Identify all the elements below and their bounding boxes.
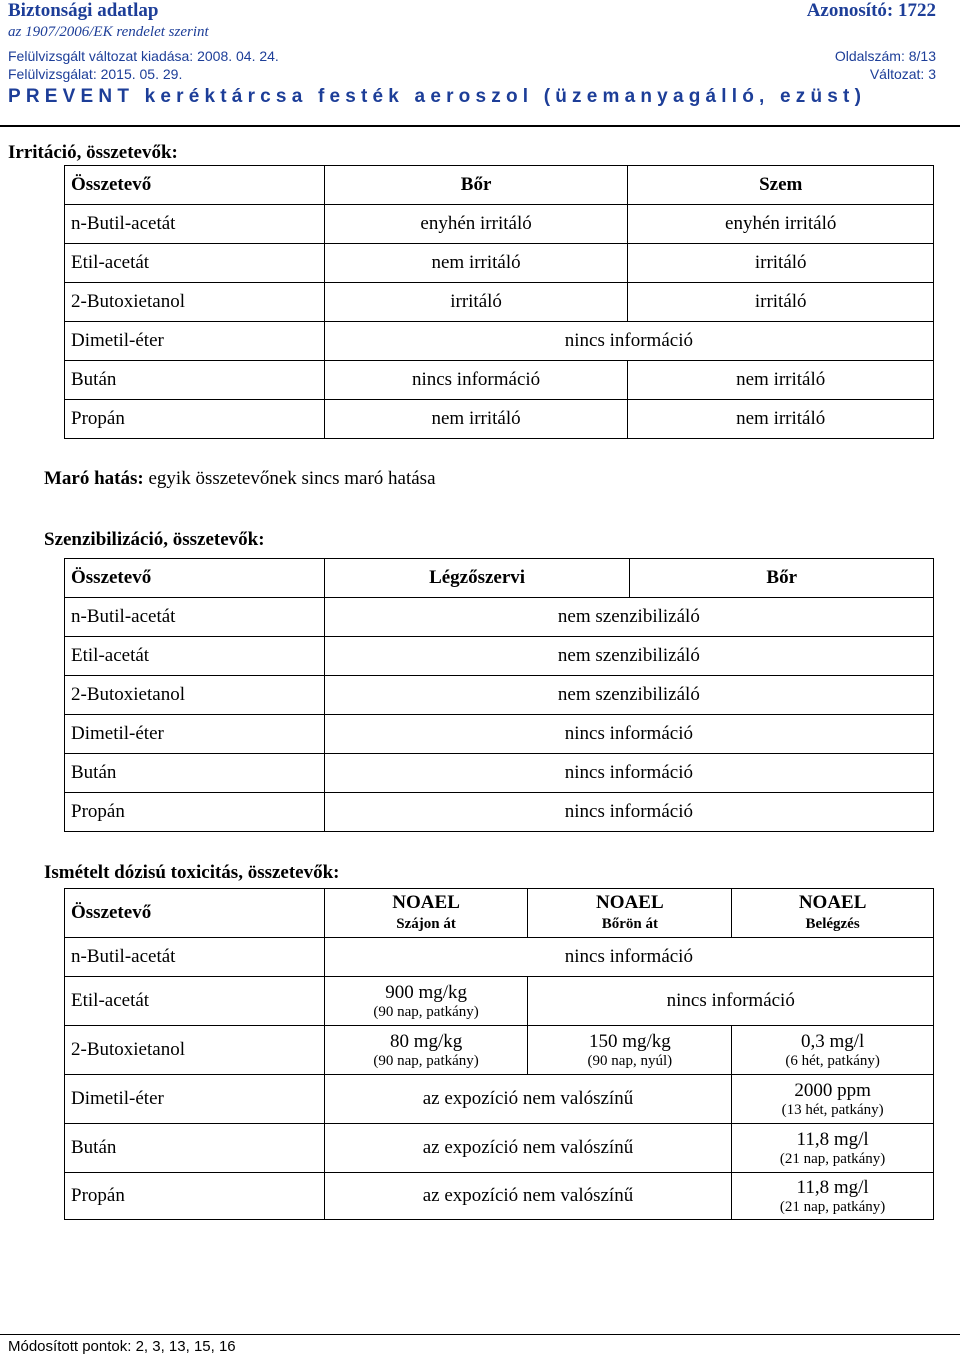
table-row [65, 244, 934, 283]
eye-value: nem irritáló [628, 400, 934, 439]
component-name: n-Butil-acetát [65, 938, 325, 977]
inhalation-value: 2000 ppm (13 hét, patkány) [732, 1075, 934, 1124]
inhalation-value: 0,3 mg/l (6 hét, patkány) [732, 1026, 934, 1075]
document-identifier: Azonosító: 1722 [806, 0, 936, 21]
component-name: 2-Butoxietanol [65, 283, 325, 322]
table-header-row [65, 559, 934, 598]
table-row [65, 1026, 934, 1075]
corrosion-label: Maró hatás: [44, 468, 144, 489]
skin-value: nincs információ [324, 361, 628, 400]
column-header: Összetevő [65, 889, 325, 938]
table-row [65, 205, 934, 244]
version-number: Változat: 3 [869, 66, 936, 82]
repeated-dose-table [64, 888, 934, 1220]
table-row [65, 400, 934, 439]
component-name: Bután [65, 361, 325, 400]
merged-value: az expozíció nem valószínű [324, 1173, 732, 1220]
header-divider [0, 125, 960, 127]
component-name: Propán [65, 793, 325, 832]
sensitization-value: nem szenzibilizáló [324, 598, 933, 637]
component-name: 2-Butoxietanol [65, 1026, 325, 1075]
component-name: Propán [65, 1173, 325, 1220]
sensitization-value: nincs információ [324, 754, 933, 793]
merged-value: nincs információ [324, 322, 933, 361]
eye-value: irritáló [628, 283, 934, 322]
column-header-oral: NOAEL Szájon át [324, 889, 528, 938]
merged-value: az expozíció nem valószínű [324, 1124, 732, 1173]
oral-value: 80 mg/kg (90 nap, patkány) [324, 1026, 528, 1075]
component-name: n-Butil-acetát [65, 205, 325, 244]
table-row [65, 793, 934, 832]
component-name: Etil-acetát [65, 637, 325, 676]
skin-value: nem irritáló [324, 244, 628, 283]
corrosion-text: egyik összetevőnek sincs maró hatása [148, 468, 436, 489]
merged-value: nincs információ [324, 938, 933, 977]
table-row [65, 361, 934, 400]
component-name: Dimetil-éter [65, 1075, 325, 1124]
sensitization-value: nem szenzibilizáló [324, 637, 933, 676]
component-name: 2-Butoxietanol [65, 676, 325, 715]
table-row [65, 977, 934, 1026]
table-row [65, 715, 934, 754]
eye-value: irritáló [628, 244, 934, 283]
column-header: Összetevő [65, 166, 325, 205]
table-row [65, 676, 934, 715]
inhalation-value: 11,8 mg/l (21 nap, patkány) [732, 1124, 934, 1173]
column-header-inhalation: NOAEL Belégzés [732, 889, 934, 938]
column-header: Bőr [324, 166, 628, 205]
table-row [65, 322, 934, 361]
sensitization-table [64, 558, 934, 832]
table-header-row [65, 166, 934, 205]
merged-value: az expozíció nem valószínű [324, 1075, 732, 1124]
table-row [65, 283, 934, 322]
component-name: Etil-acetát [65, 977, 325, 1026]
table-row [65, 938, 934, 977]
irritation-table [64, 165, 934, 439]
table-row [65, 1173, 934, 1220]
skin-value: nem irritáló [324, 400, 628, 439]
modified-sections: Módosított pontok: 2, 3, 13, 15, 16 [8, 1338, 236, 1355]
product-name: PREVENT keréktárcsa festék aeroszol (üzemanyagálló, ezüst) [8, 86, 867, 107]
footer-divider [0, 1334, 960, 1335]
sensitization-heading: Szenzibilizáció, összetevők: [44, 529, 265, 550]
table-header-row [65, 889, 934, 938]
sensitization-value: nincs információ [324, 715, 933, 754]
table-row [65, 754, 934, 793]
component-name: Bután [65, 754, 325, 793]
revision-issue-date: Felülvizsgált változat kiadása: 2008. 04. 24. [8, 48, 279, 64]
irritation-heading: Irritáció, összetevők: [8, 142, 178, 163]
revision-date: Felülvizsgálat: 2015. 05. 29. [8, 66, 183, 82]
merged-value: nincs információ [528, 977, 934, 1026]
dermal-value: 150 mg/kg (90 nap, nyúl) [528, 1026, 732, 1075]
skin-value: enyhén irritáló [324, 205, 628, 244]
document-title: Biztonsági adatlap [8, 0, 159, 21]
table-row [65, 1124, 934, 1173]
column-header: Szem [628, 166, 934, 205]
table-row [65, 1075, 934, 1124]
column-header: Bőr [630, 559, 934, 598]
repeated-dose-heading: Ismételt dózisú toxicitás, összetevők: [44, 862, 340, 883]
oral-value: 900 mg/kg (90 nap, patkány) [324, 977, 528, 1026]
page-number: Oldalszám: 8/13 [834, 48, 936, 64]
component-name: Dimetil-éter [65, 322, 325, 361]
table-row [65, 598, 934, 637]
sensitization-value: nincs információ [324, 793, 933, 832]
eye-value: enyhén irritáló [628, 205, 934, 244]
column-header: Összetevő [65, 559, 325, 598]
eye-value: nem irritáló [628, 361, 934, 400]
regulation-reference: az 1907/2006/EK rendelet szerint [8, 24, 209, 40]
component-name: n-Butil-acetát [65, 598, 325, 637]
sensitization-value: nem szenzibilizáló [324, 676, 933, 715]
column-header: Légzőszervi [324, 559, 630, 598]
corrosion-statement [44, 468, 436, 490]
column-header-dermal: NOAEL Bőrön át [528, 889, 732, 938]
table-row [65, 637, 934, 676]
component-name: Etil-acetát [65, 244, 325, 283]
component-name: Bután [65, 1124, 325, 1173]
skin-value: irritáló [324, 283, 628, 322]
component-name: Dimetil-éter [65, 715, 325, 754]
component-name: Propán [65, 400, 325, 439]
inhalation-value: 11,8 mg/l (21 nap, patkány) [732, 1173, 934, 1220]
